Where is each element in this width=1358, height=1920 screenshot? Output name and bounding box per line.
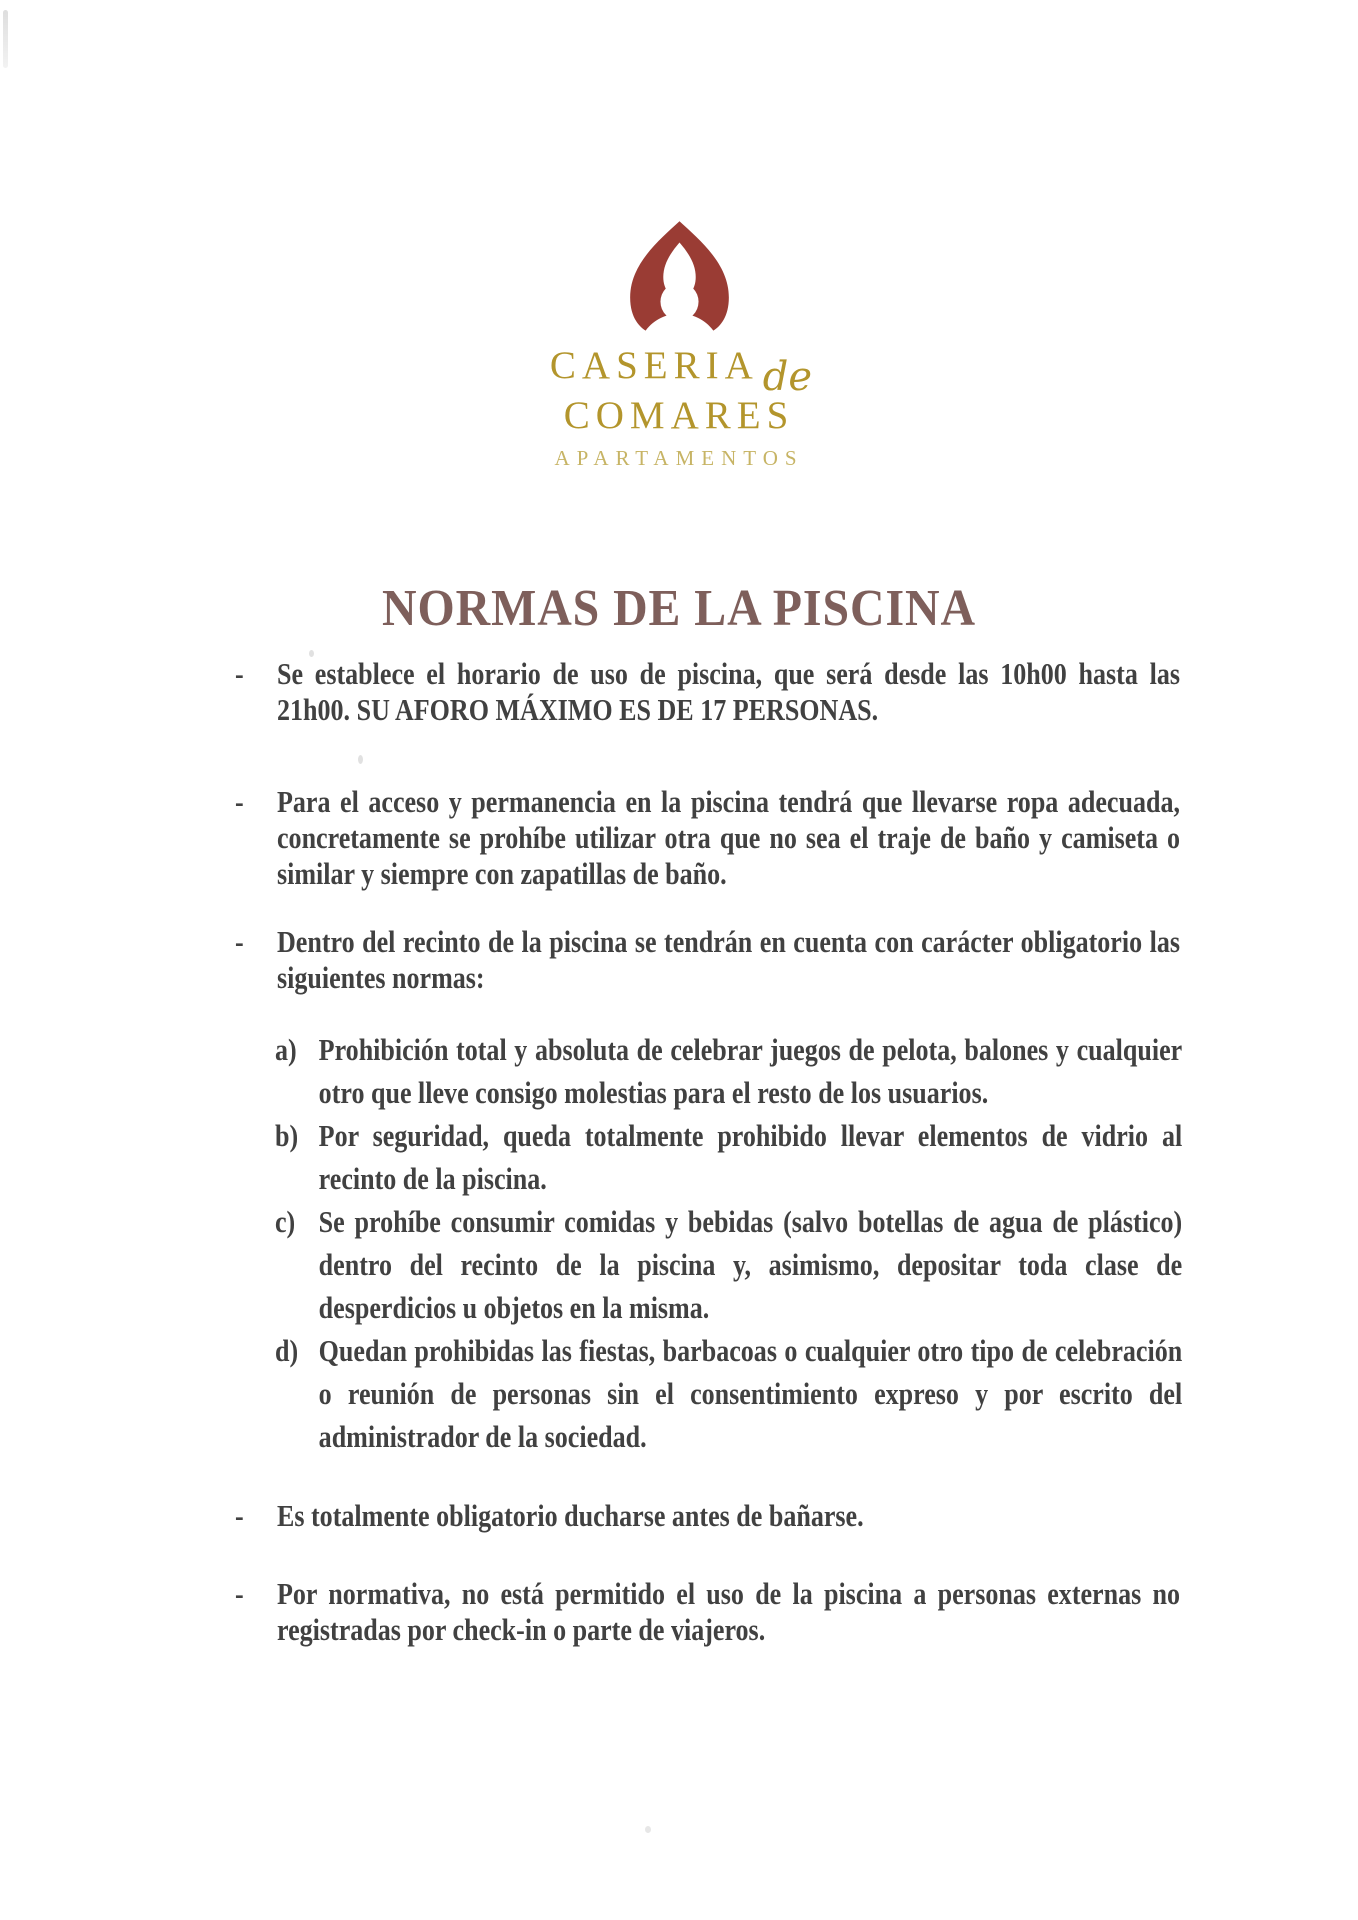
rule-shower <box>235 1498 1180 1534</box>
brand-logo <box>0 216 1358 473</box>
brand-name-line2 <box>0 391 1358 441</box>
brand-name-line1 <box>0 340 1358 400</box>
letter-marker-a: a) <box>275 1032 297 1067</box>
page-title: NORMAS DE LA PISCINA <box>382 579 976 637</box>
rule-text: Es totalmente obligatorio ducharse antes de bañarse. <box>277 1498 864 1533</box>
scan-artifact-top-left <box>3 10 8 68</box>
bullet-dash: - <box>235 1576 244 1611</box>
rule-text: Para el acceso y permanencia en la piscina tendrá que llevarse ropa adecuada, concretamente se prohíbe utilizar otra que no sea el traje de baño y camiseta o similar y siempre con zapatillas de baño. <box>277 784 1180 891</box>
bullet-dash: - <box>235 924 244 959</box>
bullet-dash: - <box>235 784 244 819</box>
rule-enclosure-intro <box>235 924 1180 996</box>
subrule-text: Quedan prohibidas las fiestas, barbacoas o cualquier otro tipo de celebración o reunión de personas sin el consentimiento expreso y por escrito del administrador de la sociedad. <box>318 1333 1183 1454</box>
letter-marker-d: d) <box>275 1333 299 1368</box>
subrule-text: Se prohíbe consumir comidas y bebidas (salvo botellas de agua de plástico) dentro del recinto de la piscina y, asimismo, depositar toda clase de desperdicios u objetos en la misma. <box>318 1204 1183 1325</box>
subrule-ball-games <box>275 1028 1182 1114</box>
rule-text: Se establece el horario de uso de piscina, que será desde las 10h00 hasta las 21h00. SU AFORO MÁXIMO ES DE 17 PERSONAS. <box>277 656 1180 727</box>
brand-word-comares: COMARES <box>563 394 795 437</box>
subrule-text: Prohibición total y absoluta de celebrar juegos de pelota, balones y cualquier otro que lleve consigo molestias para el resto de los usuarios. <box>318 1032 1183 1110</box>
rule-external-persons <box>235 1576 1180 1648</box>
brand-subtitle: APARTAMENTOS <box>554 446 804 470</box>
brand-word-de: de <box>762 354 813 400</box>
rule-text: Dentro del recinto de la piscina se tendrán en cuenta con carácter obligatorio las siguientes normas: <box>277 924 1180 995</box>
brand-word-caseria: CASERIA <box>549 344 759 387</box>
moorish-arch-icon <box>609 216 750 338</box>
letter-marker-c: c) <box>275 1204 296 1239</box>
subrule-parties <box>275 1329 1182 1458</box>
rule-schedule <box>235 656 1180 728</box>
subrule-text: Por seguridad, queda totalmente prohibido llevar elementos de vidrio al recinto de la piscina. <box>318 1118 1183 1196</box>
scan-artifact-dot-3 <box>645 1826 651 1833</box>
bullet-dash: - <box>235 1498 244 1533</box>
subrule-glass <box>275 1114 1182 1200</box>
rules-list <box>0 656 1358 1648</box>
rule-text: Por normativa, no está permitido el uso de la piscina a personas externas no registradas por check-in o parte de viajeros. <box>277 1576 1180 1647</box>
rule-clothing <box>235 784 1180 892</box>
bullet-dash: - <box>235 656 244 691</box>
subrule-food-drinks <box>275 1200 1182 1329</box>
letter-marker-b: b) <box>275 1118 299 1153</box>
